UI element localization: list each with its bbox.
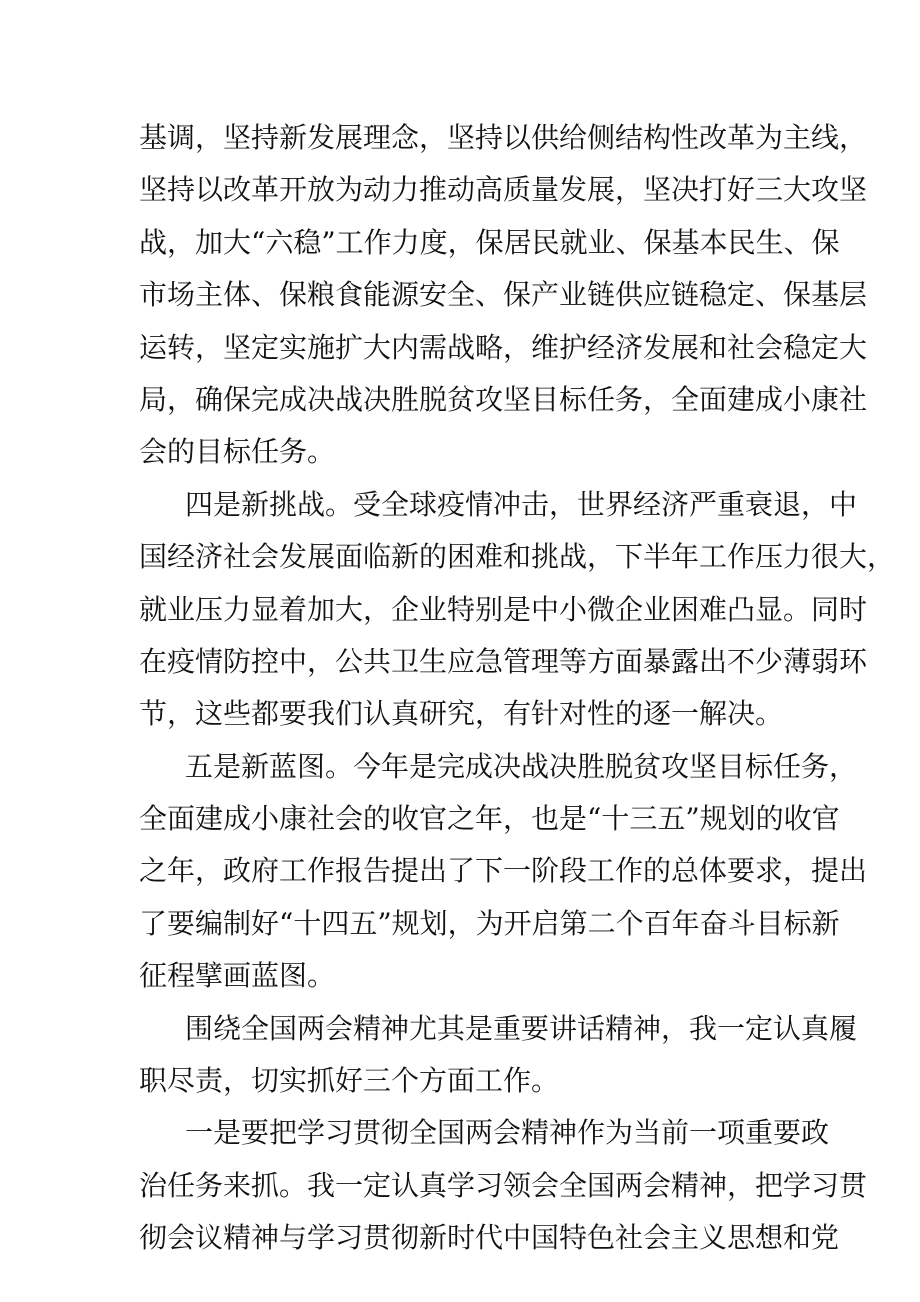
text-line: 职尽责，切实抓好三个方面工作。 (139, 1064, 560, 1098)
text-line: 围绕全国两会精神尤其是重要讲话精神，我一定认真履 (185, 1011, 858, 1045)
text-line: 会的目标任务。 (139, 435, 336, 469)
text-line: 基调，坚持新发展理念，坚持以供给侧结构性改革为主线， (139, 121, 868, 154)
text-line: 市场主体、保粮食能源安全、保产业链供应链稳定、保基层 (139, 278, 868, 312)
text-line: 之年，政府工作报告提出了下一阶段工作的总体要求，提出 (139, 854, 868, 888)
text-line: 四是新挑战。受全球疫情冲击，世界经济严重衰退，中 (185, 487, 858, 521)
paragraph (139, 1003, 858, 1108)
text-line: 运转，坚定实施扩大内需战略，维护经济发展和社会稳定大 (139, 330, 868, 364)
text-line: 了要编制好“十四五”规划，为开启第二个百年奋斗目标新 (139, 906, 840, 940)
text-line: 在疫情防控中，公共卫生应急管理等方面暴露出不少薄弱环 (139, 644, 868, 678)
text-line: 五是新蓝图。今年是完成决战决胜脱贫攻坚目标任务， (185, 749, 858, 783)
paragraph (139, 741, 868, 1003)
paragraph (139, 1107, 868, 1264)
text-line: 彻会议精神与学习贯彻新时代中国特色社会主义思想和党 (139, 1221, 840, 1255)
text-line: 就业压力显着加大，企业特别是中小微企业困难凸显。同时 (139, 592, 868, 626)
document-body (139, 112, 896, 1265)
text-line: 国经济社会发展面临新的困难和挑战，下半年工作压力很大， (139, 540, 896, 574)
text-line: 全面建成小康社会的收官之年，也是“十三五”规划的收官 (139, 802, 840, 836)
text-line: 战，加大“六稳”工作力度，保居民就业、保基本民生、保 (139, 225, 840, 259)
text-line: 坚持以改革开放为动力推动高质量发展，坚决打好三大攻坚 (139, 173, 868, 207)
text-line: 节，这些都要我们认真研究，有针对性的逐一解决。 (139, 697, 784, 731)
text-line: 征程擘画蓝图。 (139, 959, 336, 993)
text-line: 治任务来抓。我一定认真学习领会全国两会精神，把学习贯 (139, 1168, 868, 1202)
text-line: 一是要把学习贯彻全国两会精神作为当前一项重要政 (185, 1116, 830, 1150)
paragraph (139, 112, 868, 479)
paragraph (139, 479, 896, 741)
text-line: 局，确保完成决战决胜脱贫攻坚目标任务，全面建成小康社 (139, 382, 868, 416)
